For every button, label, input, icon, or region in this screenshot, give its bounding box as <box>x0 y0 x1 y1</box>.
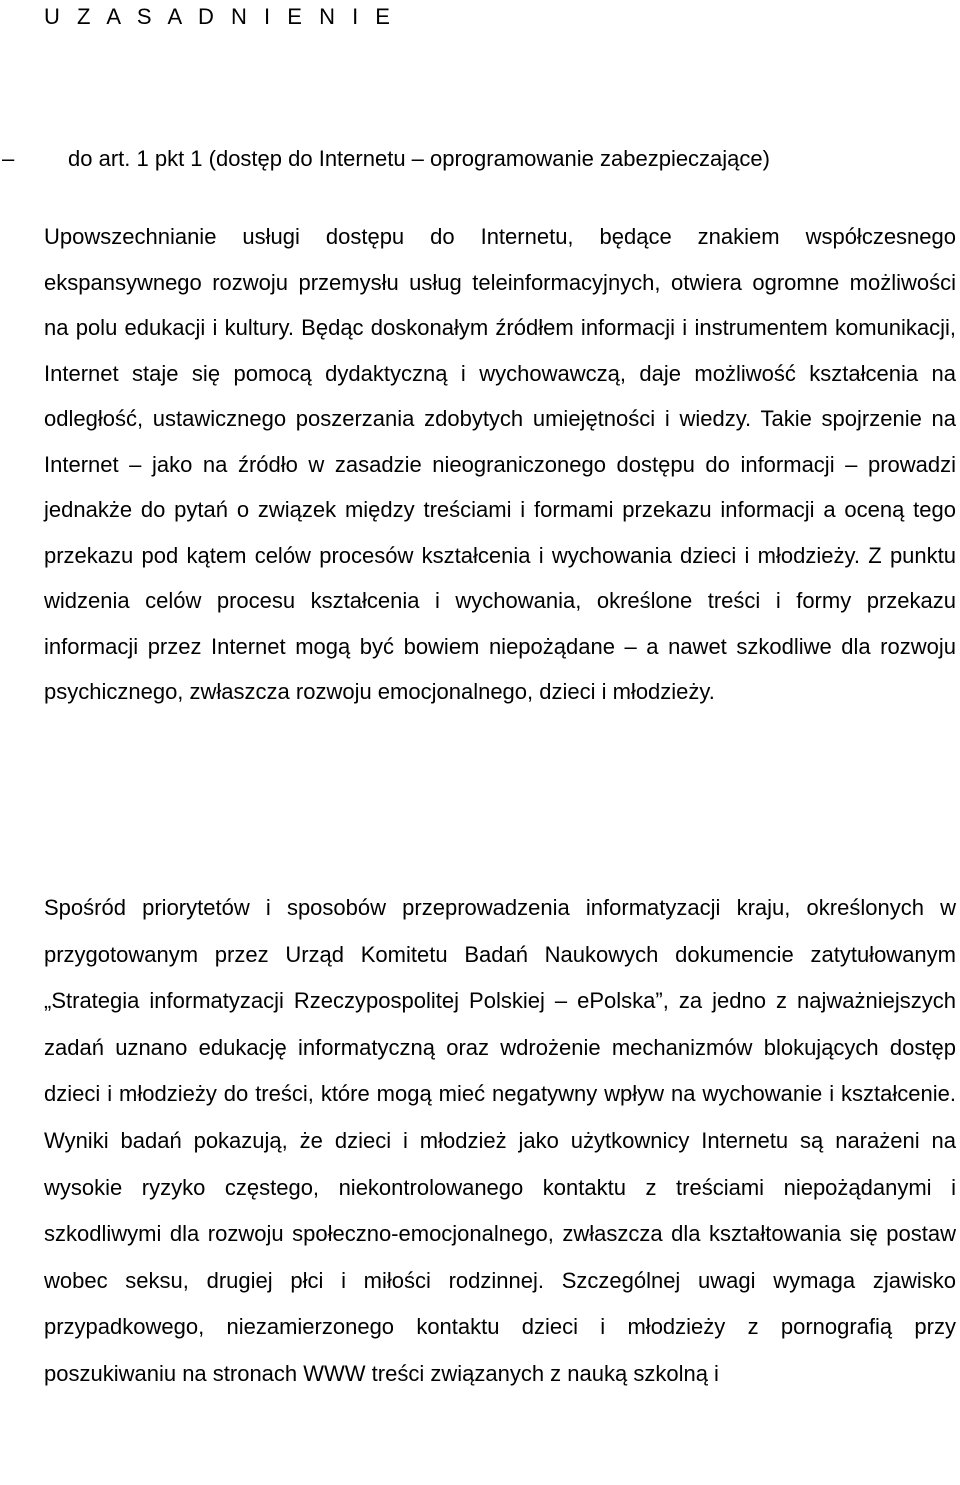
item-dash: – <box>2 146 15 171</box>
paragraph-2: Spośród priorytetów i sposobów przeprowadzenia informatyzacji kraju, określonych w przygotowanym przez Urząd Komitetu Badań Naukowych dokumencie zatytułowanym „Strategia informatyzacji Rzeczypospolitej Polskiej – ePolska”, za jedno z najważniejszych zadań uznano edukację informatyczną oraz wdrożenie mechanizmów blokujących dostęp dzieci i młodzieży do treści, które mogą mieć negatywny wpływ na wychowanie i kształcenie. Wyniki badań pokazują, że dzieci i młodzież jako użytkownicy Internetu są narażeni na wysokie ryzyko częstego, niekontrolowanego kontaktu z treściami niepożądanymi i szkodliwymi dla rozwoju społeczno-emocjonalnego, zwłaszcza dla kształtowania się postaw wobec seksu, drugiej płci i miłości rodzinnej. Szczególnej uwagi wymaga zjawisko przypadkowego, niezamierzonego kontaktu dzieci i młodzieży z pornografią przy poszukiwaniu na stronach WWW treści związanych z nauką szkolną i <box>44 895 956 1386</box>
item-heading: do art. 1 pkt 1 (dostęp do Internetu – oprogramowanie zabezpieczające) <box>68 146 770 171</box>
document-title: U Z A S A D N I E N I E <box>44 4 396 29</box>
paragraph-1: Upowszechnianie usługi dostępu do Internetu, będące znakiem współczesnego ekspansywnego rozwoju przemysłu usług teleinformacyjnych, otwiera ogromne możliwości na polu edukacji i kultury. Będąc doskonałym źródłem informacji i instrumentem komunikacji, Internet staje się pomocą dydaktyczną i wychowawczą, daje możliwość kształcenia na odległość, ustawicznego poszerzania zdobytych umiejętności i wiedzy. Takie spojrzenie na Internet – jako na źródło w zasadzie nieograniczonego dostępu do informacji – prowadzi jednakże do pytań o związek między treściami i formami przekazu informacji a oceną tego przekazu pod kątem celów procesów kształcenia i wychowania dzieci i młodzieży. Z punktu widzenia celów procesu kształcenia i wychowania, określone treści i formy przekazu informacji przez Internet mogą być bowiem niepożądane – a nawet szkodliwe dla rozwoju psychicznego, zwłaszcza rozwoju emocjonalnego, dzieci i młodzieży. <box>44 224 956 704</box>
article-item <box>0 142 960 176</box>
